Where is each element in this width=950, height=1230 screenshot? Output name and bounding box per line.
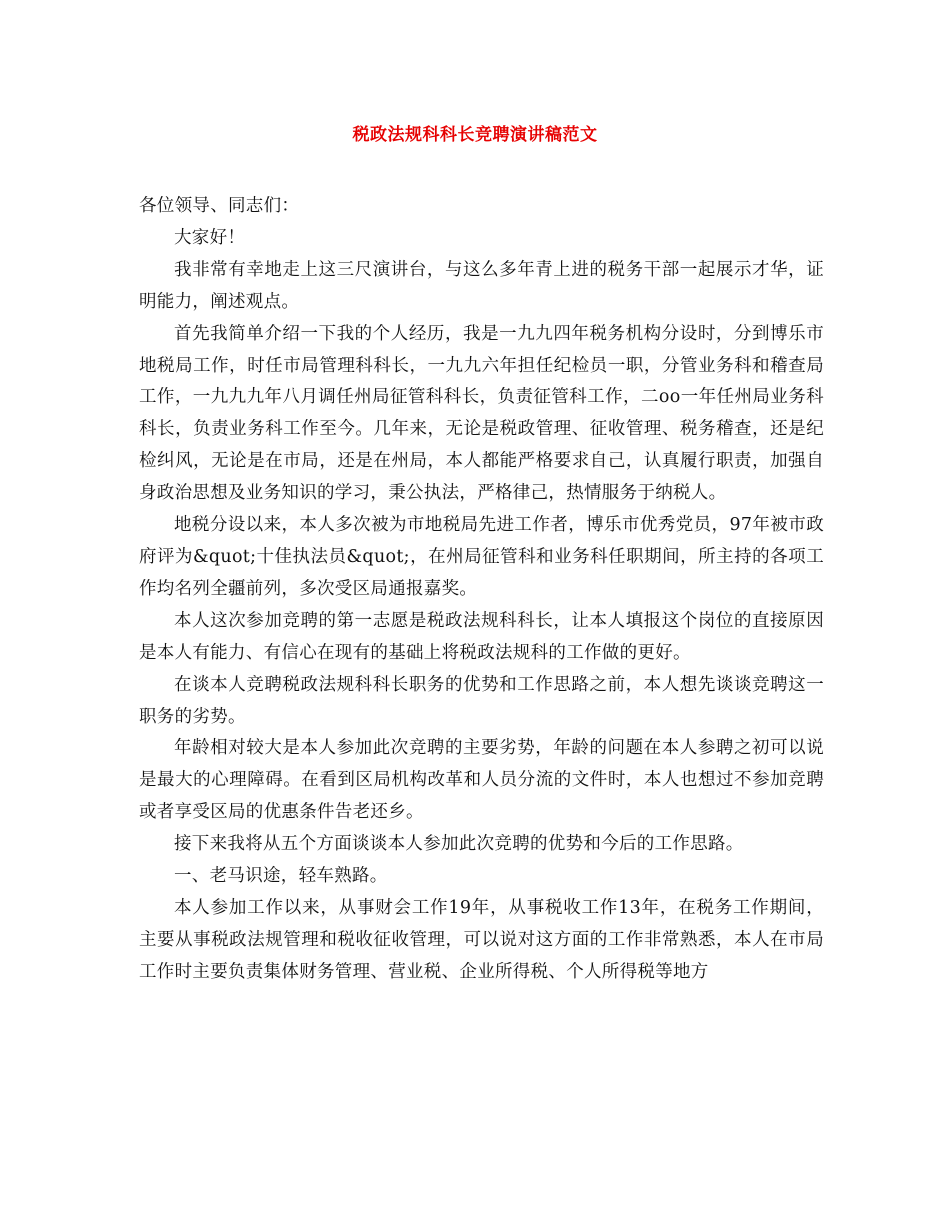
paragraph-experience: 首先我简单介绍一下我的个人经历，我是一九九四年税务机构分设时，分到博乐市地税局工作，时任市局管理科科长，一九九六年担任纪检员一职，分管业务科和稽查局工作，一九九九年八月调任州局征管科科长，负责征管科工作，二oo一年任州局业务科科长，负责业务科工作至今。几年来，无论是税政管理、征收管理、税务稽查，还是纪检纠风，无论是在市局，还是在州局，本人都能严格要求自己，认真履行职责，加强自身政治思想及业务知识的学习，秉公执法，严格律己，热情服务于纳税人。 bbox=[139, 323, 824, 504]
paragraph-honors: 地税分设以来，本人多次被为市地税局先进工作者，博乐市优秀党员，97年被市政府评为&quot;十佳执法员&quot;，在州局征管科和业务科任职期间，所主持的各项工作均名列全疆前列，多次受区局通报嘉奖。 bbox=[139, 515, 824, 599]
salutation: 各位领导、同志们： bbox=[139, 196, 300, 216]
paragraph-age: 年龄相对较大是本人参加此次竞聘的主要劣势，年龄的问题在本人参聘之初可以说是最大的心理障碍。在看到区局机构改革和人员分流的文件时，本人也想过不参加竞聘或者享受区局的优惠条件告老还乡。 bbox=[139, 738, 824, 823]
section-heading-one: 一、老马识途，轻车熟路。 bbox=[174, 866, 388, 887]
paragraph-five-aspects: 接下来我将从五个方面谈谈本人参加此次竞聘的优势和今后的工作思路。 bbox=[174, 834, 744, 855]
paragraph-disadvantage-intro: 在谈本人竞聘税政法规科科长职务的优势和工作思路之前，本人想先谈谈竞聘这一职务的劣势。 bbox=[139, 674, 824, 727]
document-title: 税政法规科科长竞聘演讲稿范文 bbox=[352, 125, 598, 145]
paragraph-intro: 我非常有幸地走上这三尺演讲台，与这么多年青上进的税务干部一起展示才华，证明能力，阐述观点。 bbox=[139, 259, 824, 312]
paragraph-first-choice: 本人这次参加竞聘的第一志愿是税政法规科科长，让本人填报这个岗位的直接原因是本人有能力、有信心在现有的基础上将税政法规科的工作做的更好。 bbox=[139, 610, 824, 663]
document-body bbox=[139, 191, 824, 989]
paragraph-work-history: 本人参加工作以来，从事财会工作19年，从事税收工作13年，在税务工作期间，主要从事税政法规管理和税收征收管理，可以说对这方面的工作非常熟悉，本人在市局工作时主要负责集体财务管理、营业税、企业所得税、个人所得税等地方 bbox=[139, 897, 824, 982]
paragraph-greeting: 大家好！ bbox=[174, 227, 246, 248]
